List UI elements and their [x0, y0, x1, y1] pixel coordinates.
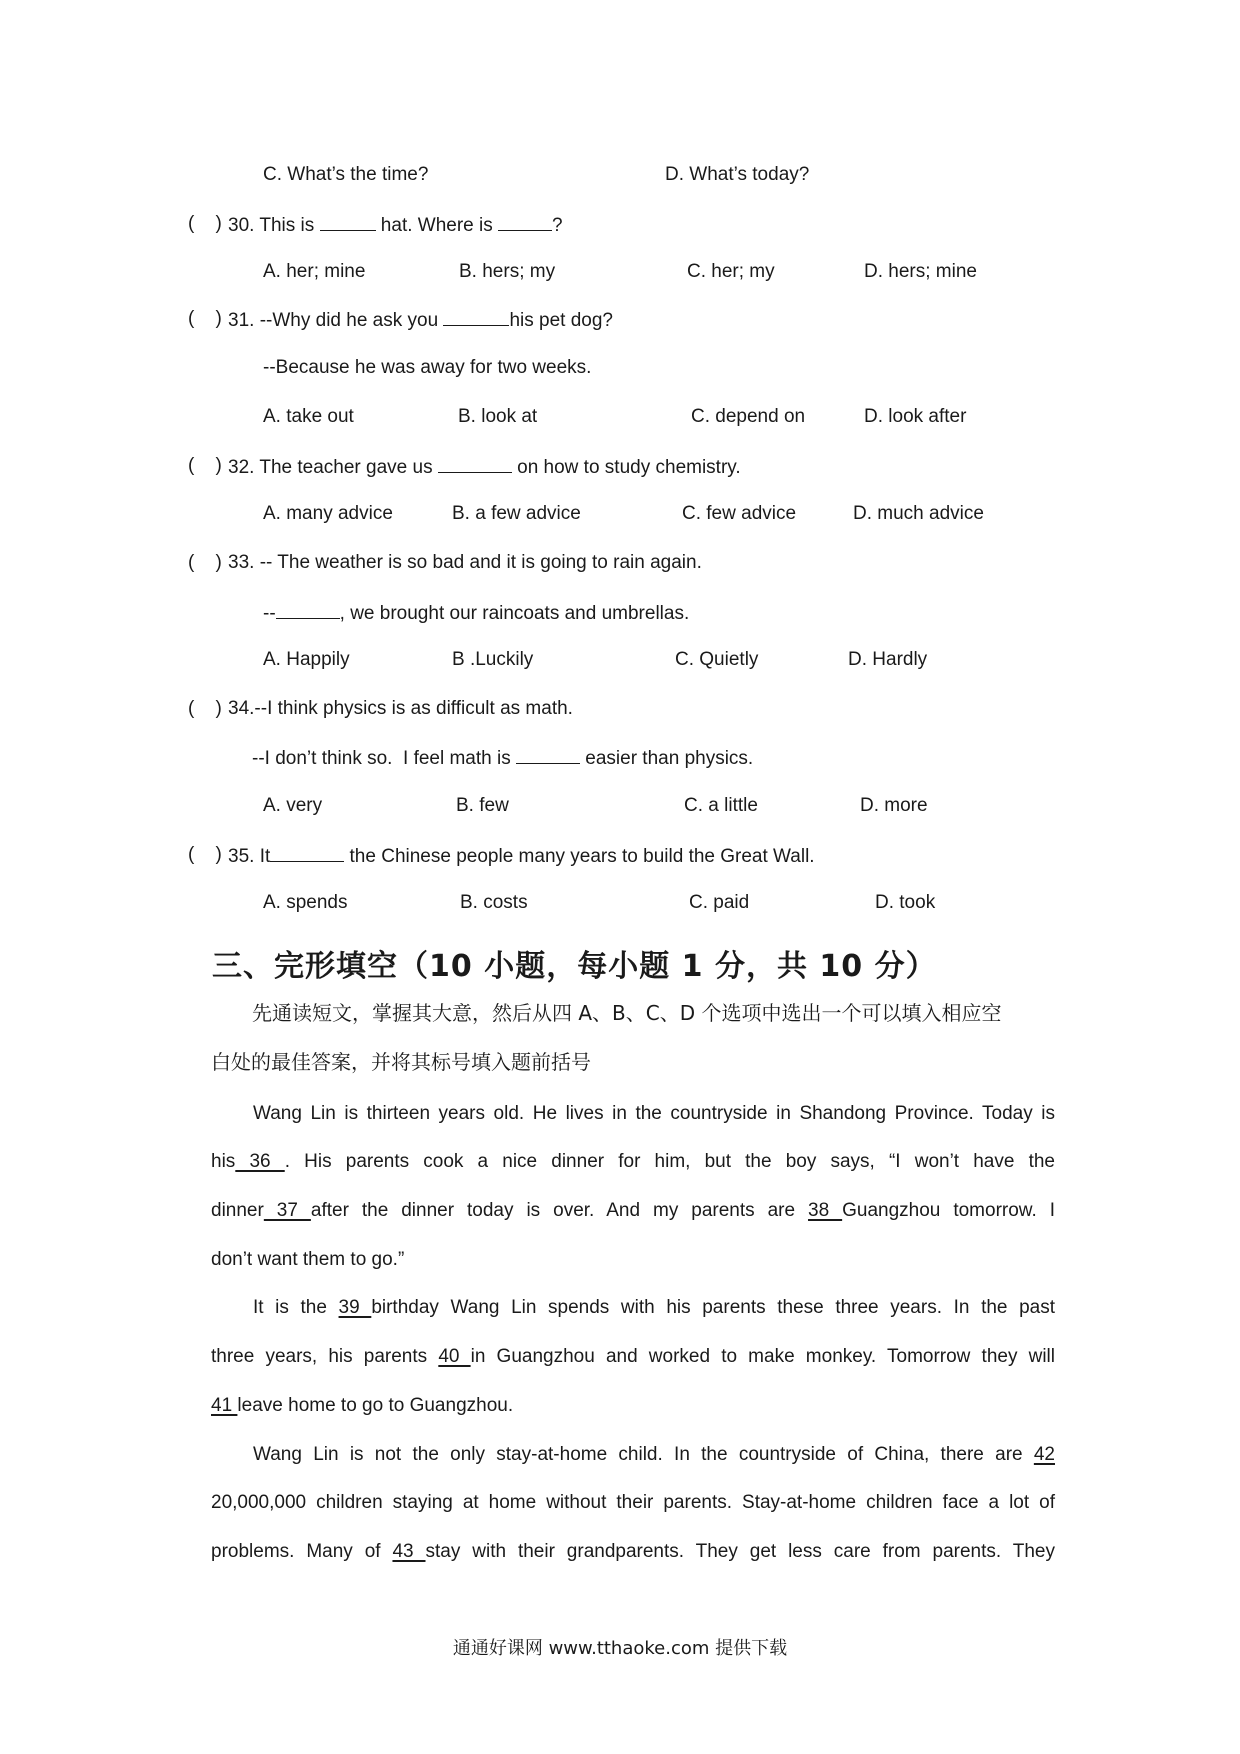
- q30-option-c: C. her; my: [687, 261, 775, 282]
- q32-blank: [438, 454, 512, 473]
- q31-response: --Because he was away for two weeks.: [263, 357, 592, 378]
- blank-37: 37: [263, 1200, 311, 1221]
- passage-text: Guangzhou tomorrow. I: [842, 1200, 1055, 1221]
- blank-39: 39: [338, 1297, 372, 1318]
- page-footer: 通通好课网 www.tthaoke.com 提供下载: [452, 1638, 788, 1659]
- passage-line-8: [253, 1443, 1055, 1467]
- q31-option-b: B. look at: [458, 406, 538, 427]
- q33-option-b: B .Luckily: [452, 649, 534, 670]
- q35-text-1: 35. It: [228, 846, 271, 867]
- q32-text-1: 32. The teacher gave us: [228, 457, 438, 478]
- passage-line-3: [211, 1199, 1055, 1223]
- q32-stem: [228, 454, 741, 480]
- passage-line-4: don’t want them to go.”: [211, 1249, 405, 1270]
- q35-blank: [270, 843, 344, 862]
- q35-option-a: A. spends: [263, 892, 348, 913]
- q34-response: [252, 745, 753, 771]
- q32-text-2: on how to study chemistry.: [511, 457, 741, 478]
- blank-36: 36: [235, 1151, 285, 1172]
- passage-text: his: [211, 1151, 236, 1172]
- q33-answer-bracket: ( ): [188, 552, 222, 573]
- q31-option-a: A. take out: [263, 406, 354, 427]
- passage-line-10: [211, 1540, 1055, 1564]
- q32-option-a: A. many advice: [263, 503, 393, 524]
- q32-option-c: C. few advice: [682, 503, 797, 524]
- q30-text-2: hat. Where is: [375, 215, 499, 236]
- q30-option-d: D. hers; mine: [864, 261, 977, 282]
- blank-43: 43: [392, 1541, 426, 1562]
- q34-stem: 34.--I think physics is as difficult as math.: [228, 698, 573, 719]
- q33-option-c: C. Quietly: [675, 649, 759, 670]
- q34-text-2: easier than physics.: [580, 748, 754, 769]
- q33-text-2: , we brought our raincoats and umbrellas.: [339, 603, 690, 624]
- passage-line-9: 20,000,000 children staying at home without their parents. Stay-at-home children face a lot of: [211, 1492, 1055, 1513]
- q34-option-c: C. a little: [684, 795, 758, 816]
- q34-option-d: D. more: [860, 795, 928, 816]
- section-3-heading: 三、完形填空（10 小题，每小题 1 分，共 10 分）: [212, 949, 937, 984]
- q35-text-2: the Chinese people many years to build the Great Wall.: [344, 846, 815, 867]
- passage-line-6: [211, 1345, 1055, 1369]
- passage-line-1: Wang Lin is thirteen years old. He lives in the countryside in Shandong Province. Today is: [253, 1103, 1055, 1124]
- q30-blank-2: [498, 212, 552, 231]
- q35-option-c: C. paid: [689, 892, 750, 913]
- q34-blank: [516, 745, 580, 764]
- passage-text: in Guangzhou and worked to make monkey. Tomorrow they will: [470, 1346, 1055, 1367]
- q30-option-a: A. her; mine: [263, 261, 366, 282]
- passage-text: birthday Wang Lin spends with his parents these three years. In the past: [371, 1297, 1056, 1318]
- q30-answer-bracket: ( ): [188, 213, 222, 234]
- q34-text-1: --I don’t think so. I feel math is: [252, 748, 516, 769]
- q29-option-d: D. What’s today?: [665, 164, 810, 185]
- q35-option-d: D. took: [875, 892, 936, 913]
- passage-text: stay with their grandparents. They get less care from parents. They: [425, 1541, 1055, 1562]
- q31-text-1: 31. --Why did he ask you: [228, 310, 444, 331]
- q30-text-1: 30. This is: [228, 215, 320, 236]
- passage-line-5: [253, 1296, 1055, 1320]
- q31-blank: [443, 307, 509, 326]
- q35-answer-bracket: ( ): [188, 844, 222, 865]
- q30-stem: [228, 212, 563, 238]
- q32-answer-bracket: ( ): [188, 455, 222, 476]
- blank-41: 41: [211, 1395, 238, 1416]
- q34-answer-bracket: ( ): [188, 698, 222, 719]
- blank-40: 40: [438, 1346, 471, 1367]
- q30-option-b: B. hers; my: [459, 261, 556, 282]
- section-3-instruction-line-1: 先通读短文，掌握其大意，然后从四 A、B、C、D 个选项中选出一个可以填入相应空: [252, 1001, 1002, 1025]
- q29-option-c: C. What’s the time?: [263, 164, 429, 185]
- section-3-instruction-line-2: 白处的最佳答案，并将其标号填入题前括号: [211, 1050, 591, 1074]
- blank-42: 42: [1033, 1444, 1055, 1465]
- passage-line-7: [211, 1394, 1055, 1418]
- q33-option-a: A. Happily: [263, 649, 350, 670]
- q34-option-b: B. few: [456, 795, 509, 816]
- passage-line-2: [211, 1150, 1055, 1174]
- passage-text: problems. Many of: [211, 1541, 393, 1562]
- q31-option-c: C. depend on: [691, 406, 806, 427]
- q31-answer-bracket: ( ): [188, 308, 222, 329]
- passage-text: leave home to go to Guangzhou.: [237, 1395, 514, 1416]
- passage-text: It is the: [253, 1297, 339, 1318]
- q31-option-d: D. look after: [864, 406, 967, 427]
- q30-text-3: ?: [552, 215, 563, 236]
- q35-option-b: B. costs: [460, 892, 528, 913]
- q34-option-a: A. very: [263, 795, 323, 816]
- q33-dash: --: [263, 603, 276, 624]
- q32-option-d: D. much advice: [853, 503, 984, 524]
- q35-stem: [228, 843, 815, 869]
- q32-option-b: B. a few advice: [452, 503, 581, 524]
- q33-option-d: D. Hardly: [848, 649, 928, 670]
- passage-text: three years, his parents: [211, 1346, 439, 1367]
- q31-text-2: his pet dog?: [509, 310, 613, 331]
- q33-blank: [276, 600, 340, 619]
- q30-blank-1: [320, 212, 376, 231]
- blank-38: 38: [808, 1200, 843, 1221]
- passage-text: . His parents cook a nice dinner for him, but the boy says, “I won’t have the: [284, 1151, 1055, 1172]
- q33-response: [263, 600, 689, 626]
- passage-text: Wang Lin is not the only stay-at-home child. In the countryside of China, there are: [253, 1444, 1034, 1465]
- passage-text: dinner: [211, 1200, 264, 1221]
- q33-stem: 33. -- The weather is so bad and it is going to rain again.: [228, 552, 702, 573]
- q31-stem: [228, 307, 613, 333]
- passage-text: after the dinner today is over. And my parents are: [310, 1200, 809, 1221]
